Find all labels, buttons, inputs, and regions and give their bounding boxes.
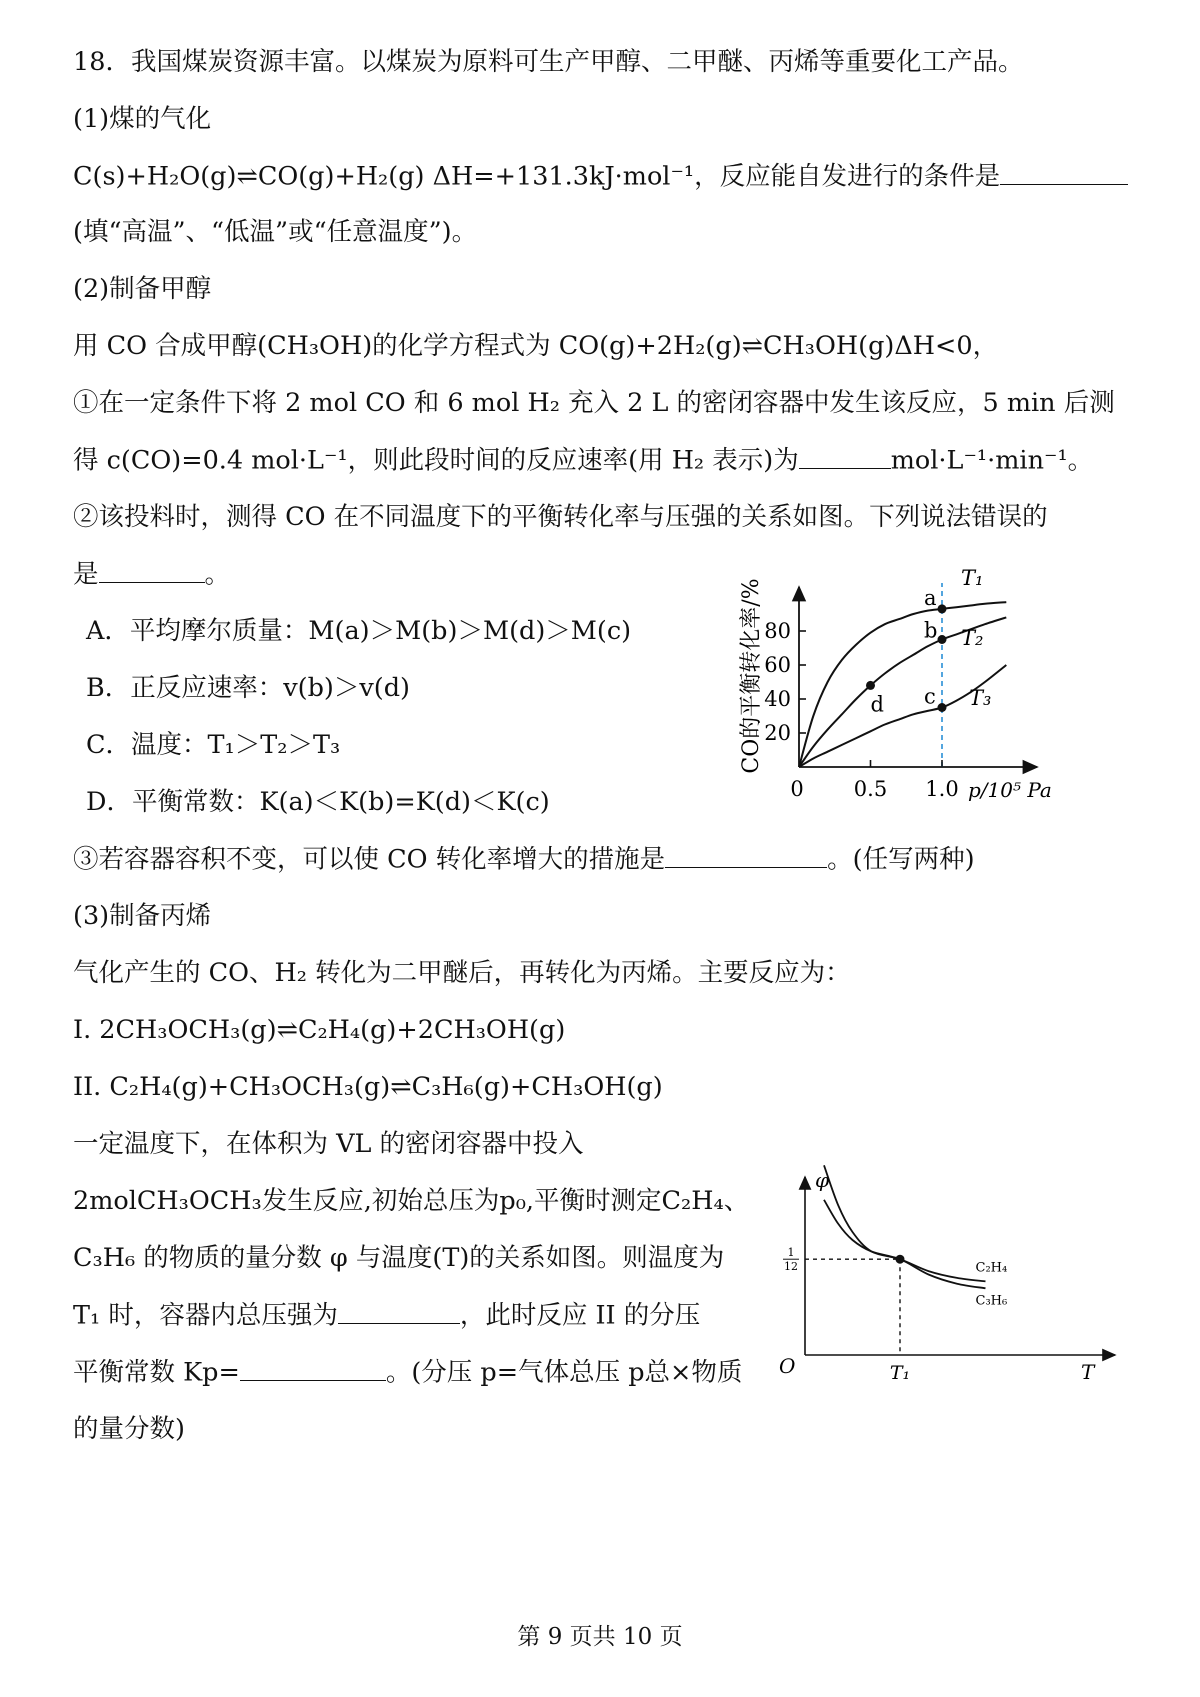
- part1-equation: C(s)+H₂O(g)⇌CO(g)+H₂(g) ΔH=+131.3kJ·mol⁻¹，反应能自发进行的条件是: [73, 161, 1001, 192]
- sub-question-3-end: 。(任写两种): [827, 844, 975, 875]
- part3-line-5-end: 。(分压 p=气体总压 p总×物质: [385, 1357, 743, 1388]
- point-label-a: a: [924, 585, 937, 610]
- series-label-c3h6: C₃H₆: [975, 1293, 1008, 1309]
- series-label-c2h4: C₂H₄: [975, 1260, 1008, 1276]
- x-tick-label: T₁: [889, 1362, 911, 1384]
- part3-line-2: 2molCH₃OCH₃发生反应,初始总压为p₀,平衡时测定C₂H₄、: [73, 1186, 750, 1216]
- page-footer: 第 9 页共 10 页: [517, 1624, 683, 1650]
- part3-line-5-text: 平衡常数 Kp=: [73, 1357, 240, 1388]
- part1-title: (1)煤的气化: [73, 104, 212, 134]
- sub-question-2b-line: [73, 556, 230, 593]
- curve-c3h6: [824, 1200, 986, 1289]
- y-axis-label: φ: [815, 1168, 830, 1192]
- part3-line-4-text: T₁ 时，容器内总压强为: [73, 1300, 338, 1331]
- mole-fraction-chart: [779, 1165, 1125, 1385]
- curve-t3: [799, 665, 1006, 767]
- part3-line-4: [73, 1297, 700, 1334]
- answer-blank-5[interactable]: [338, 1297, 460, 1324]
- point-d: [866, 681, 875, 690]
- part3-line-6: 的量分数): [73, 1414, 185, 1444]
- option-b: B．正反应速率：v(b)＞v(d): [86, 673, 410, 703]
- answer-blank-6[interactable]: [240, 1354, 386, 1381]
- y-tick-label: 40: [764, 687, 791, 711]
- part3-line-4-end: ，此时反应 II 的分压: [459, 1300, 701, 1331]
- option-d: D．平衡常数：K(a)＜K(b)=K(d)＜K(c): [86, 787, 550, 817]
- reaction-1: I. 2CH₃OCH₃(g)⇌C₂H₄(g)+2CH₃OH(g): [73, 1015, 566, 1045]
- origin-label: O: [779, 1354, 796, 1378]
- co-conversion-chart: [739, 566, 1145, 875]
- part1-equation-line: [73, 158, 1128, 195]
- point-c: [938, 703, 947, 712]
- series-label-3: T₃: [969, 686, 992, 710]
- part2-equation: 用 CO 合成甲醇(CH₃OH)的化学方程式为 CO(g)+2H₂(g)⇌CH₃OH(g)ΔH<0，: [73, 331, 999, 361]
- option-c: C．温度：T₁＞T₂＞T₃: [86, 730, 341, 760]
- x-tick-label: 0: [790, 777, 804, 801]
- sub-question-1b-line: [73, 442, 1093, 479]
- y-tick-label: 80: [764, 619, 791, 643]
- point-a: [938, 604, 947, 613]
- x-tick-label: 0.5: [853, 777, 888, 801]
- y-tick-label: 60: [764, 653, 791, 677]
- answer-blank-1[interactable]: [1000, 158, 1128, 185]
- part3-text: 气化产生的 CO、H₂ 转化为二甲醚后，再转化为丙烯。主要反应为：: [73, 958, 851, 988]
- part3-title: (3)制备丙烯: [73, 901, 212, 931]
- x-axis-label: p/10⁵ Pa: [968, 778, 1052, 802]
- part3-line-1: 一定温度下，在体积为 VL 的密闭容器中投入: [73, 1129, 584, 1159]
- point-label-d: d: [870, 692, 884, 717]
- sub-question-3: ③若容器容积不变，可以使 CO 转化率增大的措施是: [73, 844, 666, 875]
- point-b: [938, 635, 947, 644]
- series-label-2: T₂: [961, 626, 984, 650]
- question-intro: 18．我国煤炭资源丰富。以煤炭为原料可生产甲醇、二甲醚、丙烯等重要化工产品。: [73, 47, 1024, 77]
- y-tick-label: 20: [764, 721, 791, 745]
- curve-c2h4: [824, 1165, 986, 1281]
- part3-line-3: C₃H₆ 的物质的量分数 φ 与温度(T)的关系如图。则温度为: [73, 1243, 725, 1273]
- point-label-c: c: [924, 684, 936, 709]
- y-tick-denominator: 12: [784, 1260, 798, 1274]
- sub-question-2b: 是: [73, 559, 99, 590]
- option-a: A．平均摩尔质量：M(a)＞M(b)＞M(d)＞M(c): [86, 616, 632, 646]
- part1-hint: (填“高温”、“低温”或“任意温度”)。: [73, 217, 478, 247]
- y-tick-numerator: 1: [787, 1246, 795, 1260]
- point-label-b: b: [924, 618, 938, 643]
- sub-question-1a: ①在一定条件下将 2 mol CO 和 6 mol H₂ 充入 2 L 的密闭容器中发生该反应，5 min 后测: [73, 388, 1115, 418]
- rate-unit: mol·L⁻¹·min⁻¹。: [890, 445, 1094, 476]
- part3-line-5: [73, 1354, 742, 1391]
- x-axis-label: T: [1081, 1360, 1095, 1384]
- reaction-2: II. C₂H₄(g)+CH₃OCH₃(g)⇌C₃H₆(g)+CH₃OH(g): [73, 1072, 663, 1102]
- intersection-point: [896, 1255, 905, 1264]
- y-axis-label: CO的平衡转化率/%: [739, 578, 764, 774]
- sub-question-1b: 得 c(CO)=0.4 mol·L⁻¹，则此段时间的反应速率(用 H₂ 表示)为: [73, 445, 799, 476]
- sub-question-2a: ②该投料时，测得 CO 在不同温度下的平衡转化率与压强的关系如图。下列说法错误的: [73, 502, 1048, 532]
- part2-title: (2)制备甲醇: [73, 274, 212, 304]
- answer-blank-3[interactable]: [99, 556, 205, 583]
- series-label-1: T₁: [961, 566, 984, 590]
- x-tick-label: 1.0: [925, 777, 959, 801]
- answer-blank-2[interactable]: [799, 442, 891, 469]
- sub-question-2b-end: 。: [204, 559, 231, 590]
